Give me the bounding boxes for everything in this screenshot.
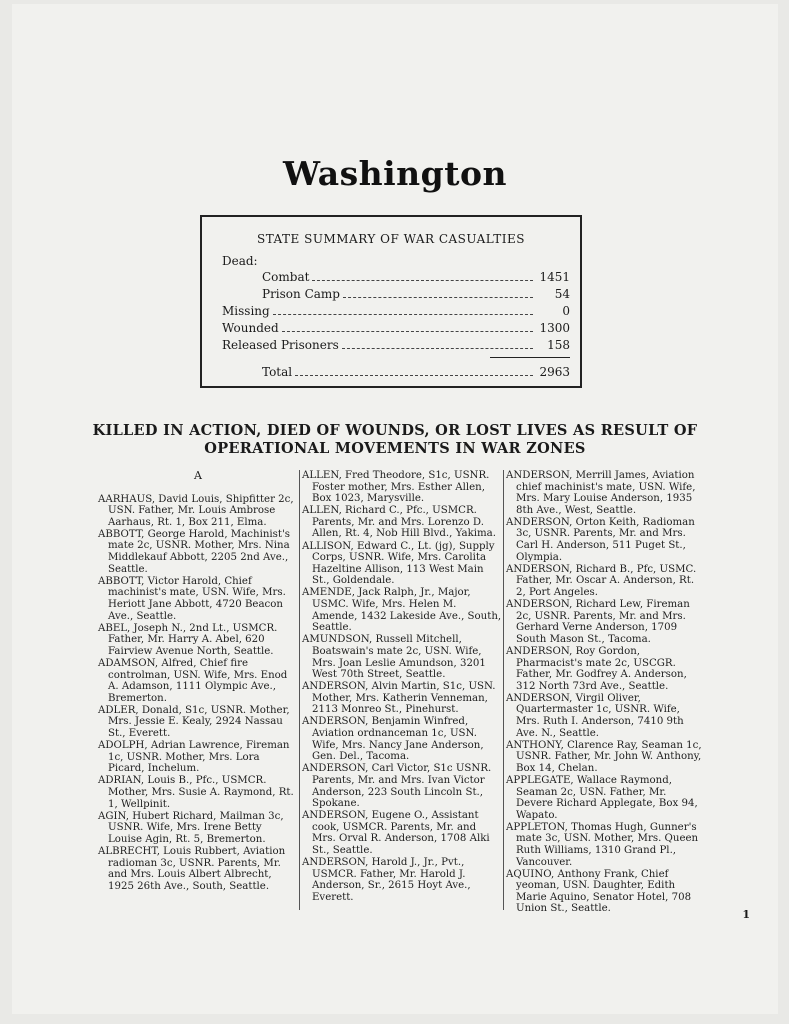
casualty-entry: AMUNDSON, Russell Mitchell, Boatswain's mate 2c, USN. Wife, Mrs. Joan Leslie Amundson, 3201 West 70th Street, Seattle.: [302, 634, 486, 681]
casualty-entry: ANDERSON, Roy Gordon, Pharmacist's mate 2c, USCGR. Father, Mr. Godfrey A. Anderson, 312 North 73rd Ave., Seattle.: [506, 645, 687, 692]
leader-dots: [343, 296, 533, 298]
casualty-entry: AQUINO, Anthony Frank, Chief yeoman, USN. Daughter, Edith Marie Aquino, Senator Hotel, 708 Union St., Seattle.: [506, 868, 692, 915]
section-heading: [82, 422, 708, 458]
casualty-entry: AGIN, Hubert Richard, Mailman 3c, USNR. Wife, Mrs. Irene Betty Louise Agin, Rt. 5, Bremerton.: [98, 810, 284, 845]
casualty-entry: ADRIAN, Louis B., Pfc., USMCR. Mother, Mrs. Susie A. Raymond, Rt. 1, Wellpinit.: [98, 775, 294, 810]
casualty-entry: ALLEN, Richard C., Pfc., USMCR. Parents, Mr. and Mrs. Lorenzo D. Allen, Rt. 4, Nob Hill Blvd., Yakima.: [302, 505, 496, 540]
section-heading-line-2: OPERATIONAL MOVEMENTS IN WAR ZONES: [204, 440, 586, 457]
casualty-column-3: [506, 470, 706, 916]
page-number: 1: [742, 908, 750, 921]
summary-heading: STATE SUMMARY OF WAR CASUALTIES: [256, 232, 526, 246]
leader-dots: [282, 330, 533, 332]
column-divider: [299, 470, 300, 910]
summary-row-prison-camp: [262, 287, 570, 301]
leader-dots: [273, 313, 533, 315]
casualty-entry: ALBRECHT, Louis Rubbert, Aviation radioman 3c, USNR. Parents, Mr. and Mrs. Louis Albert Albrecht, 1925 26th Ave., South, Seattle.: [98, 845, 286, 892]
column-divider: [503, 470, 504, 910]
casualty-entry: AARHAUS, David Louis, Shipfitter 2c, USN. Father, Mr. Louis Ambrose Aarhaus, Rt. 1, Box 211, Elma.: [98, 493, 294, 528]
casualty-column-1: [98, 470, 298, 893]
total-rule: [490, 357, 570, 358]
total-label: Total: [262, 365, 293, 379]
summary-row-released-prisoners: [222, 338, 570, 352]
total-value: 2963: [539, 365, 570, 379]
section-heading-line-1: KILLED IN ACTION, DIED OF WOUNDS, OR LOST LIVES AS RESULT OF: [92, 422, 698, 439]
missing-label: Missing: [222, 304, 270, 318]
casualty-entry: ADAMSON, Alfred, Chief fire controlman, USN. Wife, Mrs. Enod A. Adamson, 1111 Olympic Ave., Bremerton.: [98, 657, 288, 704]
alphabet-letter: A: [194, 469, 202, 482]
casualty-entry: ANDERSON, Orton Keith, Radioman 3c, USNR. Parents, Mr. and Mrs. Carl H. Anderson, 511 Puget St., Olympia.: [506, 516, 695, 563]
missing-value: 0: [562, 304, 570, 318]
casualty-summary-box: [200, 215, 582, 388]
wounded-value: 1300: [539, 321, 570, 335]
released-label: Released Prisoners: [222, 338, 339, 352]
casualty-entry: ANDERSON, Richard B., Pfc, USMC. Father, Mr. Oscar A. Anderson, Rt. 2, Port Angeles.: [506, 563, 697, 598]
casualty-entry: AMENDE, Jack Ralph, Jr., Major, USMC. Wife, Mrs. Helen M. Amende, 1432 Lakeside Ave., South, Seattle.: [302, 587, 502, 634]
summary-row-wounded: [222, 321, 570, 335]
casualty-entry: ALLEN, Fred Theodore, S1c, USNR. Foster mother, Mrs. Esther Allen, Box 1023, Marysville.: [302, 470, 490, 505]
casualty-entry: ANDERSON, Eugene O., Assistant cook, USMCR. Parents, Mr. and Mrs. Orval R. Anderson, 1708 Alki St., Seattle.: [302, 810, 490, 856]
casualty-entry: ANDERSON, Merrill James, Aviation chief machinist's mate, USN. Wife, Mrs. Mary Louise Anderson, 1935 8th Ave., West, Seattle.: [506, 470, 696, 516]
casualty-entry: ANTHONY, Clarence Ray, Seaman 1c, USNR. Father, Mr. John W. Anthony, Box 14, Chelan.: [506, 739, 702, 774]
leader-dots: [312, 279, 533, 281]
casualty-entry: ADOLPH, Adrian Lawrence, Fireman 1c, USNR. Mother, Mrs. Lora Picard, Inchelum.: [98, 740, 290, 775]
casualty-entry: APPLETON, Thomas Hugh, Gunner's mate 3c, USN. Mother, Mrs. Queen Ruth Williams, 1310 Grand Pl., Vancouver.: [506, 821, 699, 868]
casualty-entry: ANDERSON, Benjamin Winfred, Aviation ordnanceman 1c, USN. Wife, Mrs. Nancy Jane Anderson, Gen. Del., Tacoma.: [302, 716, 484, 763]
prison-camp-value: 54: [554, 287, 570, 301]
casualty-entry: ANDERSON, Carl Victor, S1c USNR. Parents, Mr. and Mrs. Ivan Victor Anderson, 223 South Lincoln St., Spokane.: [302, 763, 492, 810]
casualty-entry: APPLEGATE, Wallace Raymond, Seaman 2c, USN. Father, Mr. Devere Richard Applegate, Box 94, Wapato.: [506, 774, 698, 821]
casualty-entry: ADLER, Donald, S1c, USNR. Mother, Mrs. Jessie E. Kealy, 2924 Nassau St., Everett.: [98, 704, 290, 739]
page-title: Washington: [283, 154, 507, 193]
casualty-column-2: [302, 470, 502, 904]
casualty-entry: ABBOTT, George Harold, Machinist's mate 2c, USNR. Mother, Mrs. Nina Middlekauf Abbott, 2205 2nd Ave., Seattle.: [98, 528, 291, 575]
leader-dots: [342, 347, 533, 349]
casualty-entry: ANDERSON, Harold J., Jr., Pvt., USMCR. Father, Mr. Harold J. Anderson, Sr., 2615 Hoyt Ave., Everett.: [302, 857, 471, 903]
summary-row-missing: [222, 304, 570, 318]
document-page: [12, 4, 778, 1014]
combat-label: Combat: [262, 270, 310, 284]
casualty-entry: ABEL, Joseph N., 2nd Lt., USMCR. Father, Mr. Harry A. Abel, 620 Fairview Avenue North, Seattle.: [98, 622, 278, 657]
released-value: 158: [547, 338, 570, 352]
combat-value: 1451: [539, 270, 570, 284]
leader-dots: [295, 374, 533, 376]
casualty-entry: ANDERSON, Alvin Martin, S1c, USN. Mother, Mrs. Katherin Venneman, 2113 Monreo St., Pinehurst.: [302, 681, 496, 716]
casualty-entry: ANDERSON, Richard Lew, Fireman 2c, USNR. Parents, Mr. and Mrs. Gerhard Verne Anderson, 1709 South Mason St., Tacoma.: [506, 599, 690, 645]
summary-row-total: [262, 365, 570, 379]
casualty-entry: ANDERSON, Virgil Oliver, Quartermaster 1c, USNR. Wife, Mrs. Ruth I. Anderson, 7410 9th Ave. N., Seattle.: [506, 692, 684, 739]
summary-row-combat: [262, 270, 570, 284]
prison-camp-label: Prison Camp: [262, 287, 340, 301]
casualty-entry: ABBOTT, Victor Harold, Chief machinist's mate, USN. Wife, Mrs. Heriott Jane Abbott, 4720 Beacon Ave., Seattle.: [98, 575, 286, 622]
casualty-entry: ALLISON, Edward C., Lt. (jg), Supply Corps, USNR. Wife, Mrs. Carolita Hazeltine Allison, 113 West Main St., Goldendale.: [302, 540, 495, 587]
wounded-label: Wounded: [222, 321, 279, 335]
dead-label: Dead:: [222, 254, 258, 268]
